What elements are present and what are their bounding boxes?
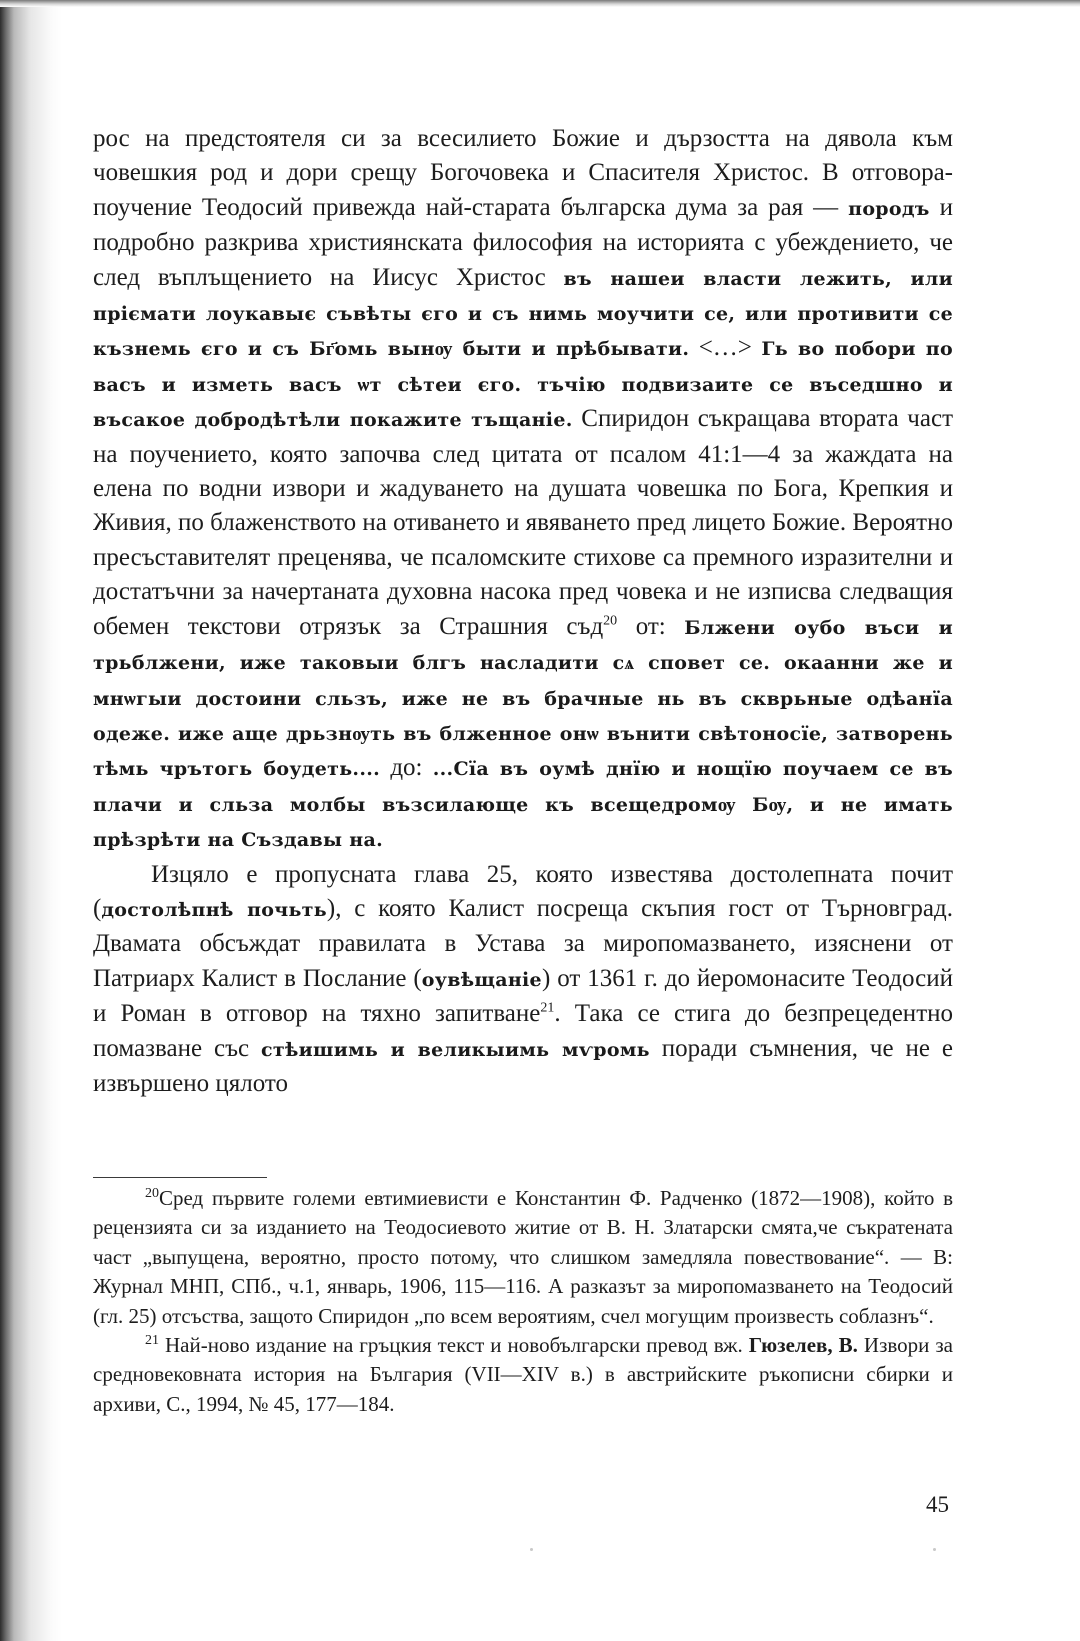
footnote-mark: 20 xyxy=(145,1186,159,1201)
page-gutter-shadow xyxy=(0,0,62,1641)
church-slavonic-quote: въ нашеи власти лежить, или пріємати лоукавыє съвѣты єго и съ нимь моучити се, или противити се къзнемь єго и съ Бг҃омь вынѹ быти и прѣбывати. xyxy=(93,267,953,361)
church-slavonic-quote: достолѣпнѣ почьть xyxy=(101,898,327,921)
footnotes xyxy=(93,1184,953,1419)
author-name: Гюзелев, В. xyxy=(748,1333,858,1358)
footnote-mark: 21 xyxy=(145,1333,159,1349)
church-slavonic-quote: оувѣщаніе xyxy=(421,968,542,991)
page-top-edge xyxy=(0,0,1080,7)
paragraph-2: Изцяло е пропусната глава 25, която известява достолепната почит (достолѣпнѣ почьть), с която Калист посреща скъпия гост от Търновград. Двамата обсъждат правилата в Устава за миропомазването, изяснени от Патриарх Калист в Послание (оувѣщаніе) от 1361 г. до йеромонасите Теодосий и Роман в отговор на тяхно запитване$^{21}$. Така се стига до безпрецедентно помазване със стѣишимь и великыимь мѵромь поради съмнения, че не е извършено цялото xyxy=(93,860,953,1097)
paragraph-1: рос на предстоятеля си за всесилието Божие и дързостта на дявола към човешкия род и дори срещу Богочовека и Спасителя Христос. В отговора-поучение Теодосий привежда най-старата българска дума за рая — породъ и подробно разкрива християнската философия на историята с убеждението, че след въплъщението на Иисус Христос въ нашеи власти лежить, или пріємати лоукавыє съвѣты єго и съ нимь моучити се, или противити се къзнемь єго и съ Бг҃омь вынѹ быти и прѣбывати. <…> Гь во побори по васъ и изметь васъ ѡт сѣтеи єго. тъчію подвизаите се въседшно и въсакое добродѣтѣли покажите тъщаніе. Спиридон съкращава втората част на поучението, която започва след цитата от псалом 41:1—4 за жаждата на елена по водни извори и жадуването на душата човешка по Бога, Крепкия и Живия, по блаженството на отиването и явяването пред лицето Божие. Вероятно пресъставителят преценява, че псаломските стихове са премного изразителни и достатъчни за начертаната духовна насока пред човека и не изписва следващия обемен текстови отрязък за Страшния съд$^{20}$ от: Блжени оубо въси и трьблжени, иже таковыи блгъ насладити сѧ сповет се. окаанни же и мнѡгыи достоини сльзъ, иже не въ брачные нь въ скврьные одѣанїа одеже. иже аще дрьзнѹть въ блженное онѡ вънити свѣтоносїе, затворень тѣмь чрътогь боудеть.... до: ...Сїа въ оумѣ днїю и нощїю поучаем се въ плачи и сльза молбы възсилающе къ всещедромѹ Бѹ, и не имать прѣзрѣти на Създавы на. xyxy=(93,125,953,852)
church-slavonic-quote: стѣишимь и великыимь мѵромь xyxy=(261,1038,650,1061)
footnote-21: $^{21}$ Най-ново издание на гръцкия текст и новобългарски превод вж. Гюзелев, В. Извори за средновековната история на България (VII—XIV в.) в австрийските ръкописни сбирки и архиви, С., 1994, № 45, 177—184. xyxy=(93,1333,954,1416)
footnote-ref-21[interactable]: 21 xyxy=(540,1000,555,1016)
church-slavonic-quote: Гь во побори по васъ и изметь васъ ѡт сѣтеи єго. тъчію подвизаите се въседшно и въсакое добродѣтѣли покажите тъщаніе. xyxy=(93,338,953,432)
footnote-ref-20[interactable]: 20 xyxy=(603,613,618,629)
footnote-divider xyxy=(93,1177,267,1178)
church-slavonic-quote: Блжени оубо въси и трьблжени, иже таковыи блгъ насладити сѧ сповет се. окаанни же и мнѡгыи достоини сльзъ, иже не въ брачные нь въ скврьные одѣанїа одеже. иже аще дрьзнѹть въ блженное онѡ вънити свѣтоносїе, затворень тѣмь чрътогь боудеть.... xyxy=(93,616,953,781)
main-body-text xyxy=(93,122,953,1101)
footnote-20: $^{20}$Сред първите големи евтимиевисти е Константин Ф. Радченко (1872—1908), който в рецензията си за изданието на Теодосиевото житие от В. Н. Златарски смята,че съкратената част „выпущена, вероятно, просто потому, что слишком замедляла повествование“. — В: Журнал МНП, СПб., ч.1, январь, 1906, 115—116. А разказът за миропомазването на Теодосий (гл. 25) отсъства, защото Спиридон „по всем вероятиям, счел могущим произвесть соблазнъ“. xyxy=(93,1186,953,1328)
church-slavonic-quote: породъ xyxy=(848,197,930,220)
church-slavonic-quote: ...Сїа въ оумѣ днїю и нощїю поучаем се въ плачи и сльза молбы възсилающе къ всещедромѹ Бѹ, и не имать прѣзрѣти на Създавы на. xyxy=(93,758,953,852)
scan-speck xyxy=(530,1548,533,1551)
scan-speck xyxy=(933,1548,936,1551)
page-number: 45 xyxy=(926,1492,949,1517)
